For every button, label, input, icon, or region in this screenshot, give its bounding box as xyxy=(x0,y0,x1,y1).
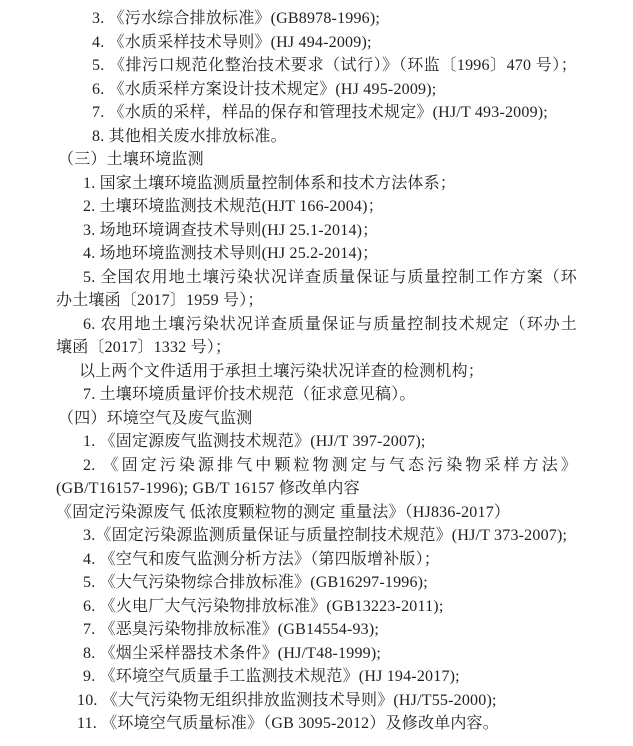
text-line: 4. 《空气和废气监测分析方法》（第四版增补版）； xyxy=(83,550,441,568)
text-line: 3. 场地环境调查技术导则(HJ 25.1-2014)； xyxy=(83,221,379,239)
text-line: （四）环境空气及废气监测 xyxy=(58,409,253,427)
text-line: 1. 《固定源废气监测技术规范》(HJ/T 397-2007); xyxy=(83,433,426,450)
text-line: 10. 《大气污染物无组织排放监测技术导则》(HJ/T55-2000); xyxy=(77,691,497,709)
text-line: 《固定污染源废气 低浓度颗粒物的测定 重量法》（HJ836-2017） xyxy=(56,503,511,521)
text-line: 6. 农用地土壤污染状况详查质量保证与质量控制技术规定（环办土 xyxy=(83,315,577,333)
text-line: 以上两个文件适用于承担土壤污染状况详查的检测机构； xyxy=(79,362,485,380)
text-line: 9. 《环境空气质量手工监测技术规范》(HJ 194-2017); xyxy=(83,668,460,685)
text-line: 2. 土壤环境监测技术规范(HJT 166-2004)； xyxy=(83,198,384,215)
text-line: 7. 土壤环境质量评价技术规范（征求意见稿）。 xyxy=(83,386,416,403)
text-line: 2. 《固定污染源排气中颗粒物测定与气态污染物采样方法》 xyxy=(83,456,577,474)
document-text-block xyxy=(56,7,577,736)
text-line: 7. 《恶臭污染物排放标准》(GB14554-93); xyxy=(83,621,380,638)
text-line: 8. 其他相关废水排放标准。 xyxy=(92,127,287,145)
text-line: 6. 《水质采样方案设计技术规定》(HJ 495-2009); xyxy=(92,80,437,98)
text-line: 3. 《污水综合排放标准》(GB8978-1996); xyxy=(92,10,381,27)
text-line: 5. 全国农用地土壤污染状况详查质量保证与质量控制工作方案（环 xyxy=(83,268,577,286)
text-line: 7. 《水质的采样，样品的保存和管理技术规定》(HJ/T 493-2009); xyxy=(92,104,548,121)
text-line: (GB/T16157-1996); GB/T 16157 修改单内容 xyxy=(56,480,360,497)
text-line: 办土壤函〔2017〕1959 号）； xyxy=(56,292,264,309)
text-line: 3.《固定污染源监测质量保证与质量控制技术规范》(HJ/T 373-2007); xyxy=(83,527,568,544)
text-line: 4. 场地环境监测技术导则(HJ 25.2-2014)； xyxy=(83,245,379,262)
text-line: 4. 《水质采样技术导则》(HJ 494-2009); xyxy=(92,33,372,51)
text-line: 壤函〔2017〕1332 号）； xyxy=(56,339,232,356)
text-line: 11. 《环境空气质量标准》（GB 3095-2012）及修改单内容。 xyxy=(77,715,499,732)
text-line: 5. 《大气污染物综合排放标准》(GB16297-1996); xyxy=(83,574,428,591)
text-line: 1. 国家土壤环境监测质量控制体系和技术方法体系； xyxy=(83,174,457,192)
text-line: （三）土壤环境监测 xyxy=(58,151,204,168)
text-line: 6. 《火电厂大气污染物排放标准》(GB13223-2011); xyxy=(83,597,444,615)
text-line: 5. 《排污口规范化整治技术要求（试行）》（环监〔1996〕470 号）； xyxy=(92,57,577,74)
text-line: 8. 《烟尘采样器技术条件》(HJ/T48-1999); xyxy=(83,644,382,662)
